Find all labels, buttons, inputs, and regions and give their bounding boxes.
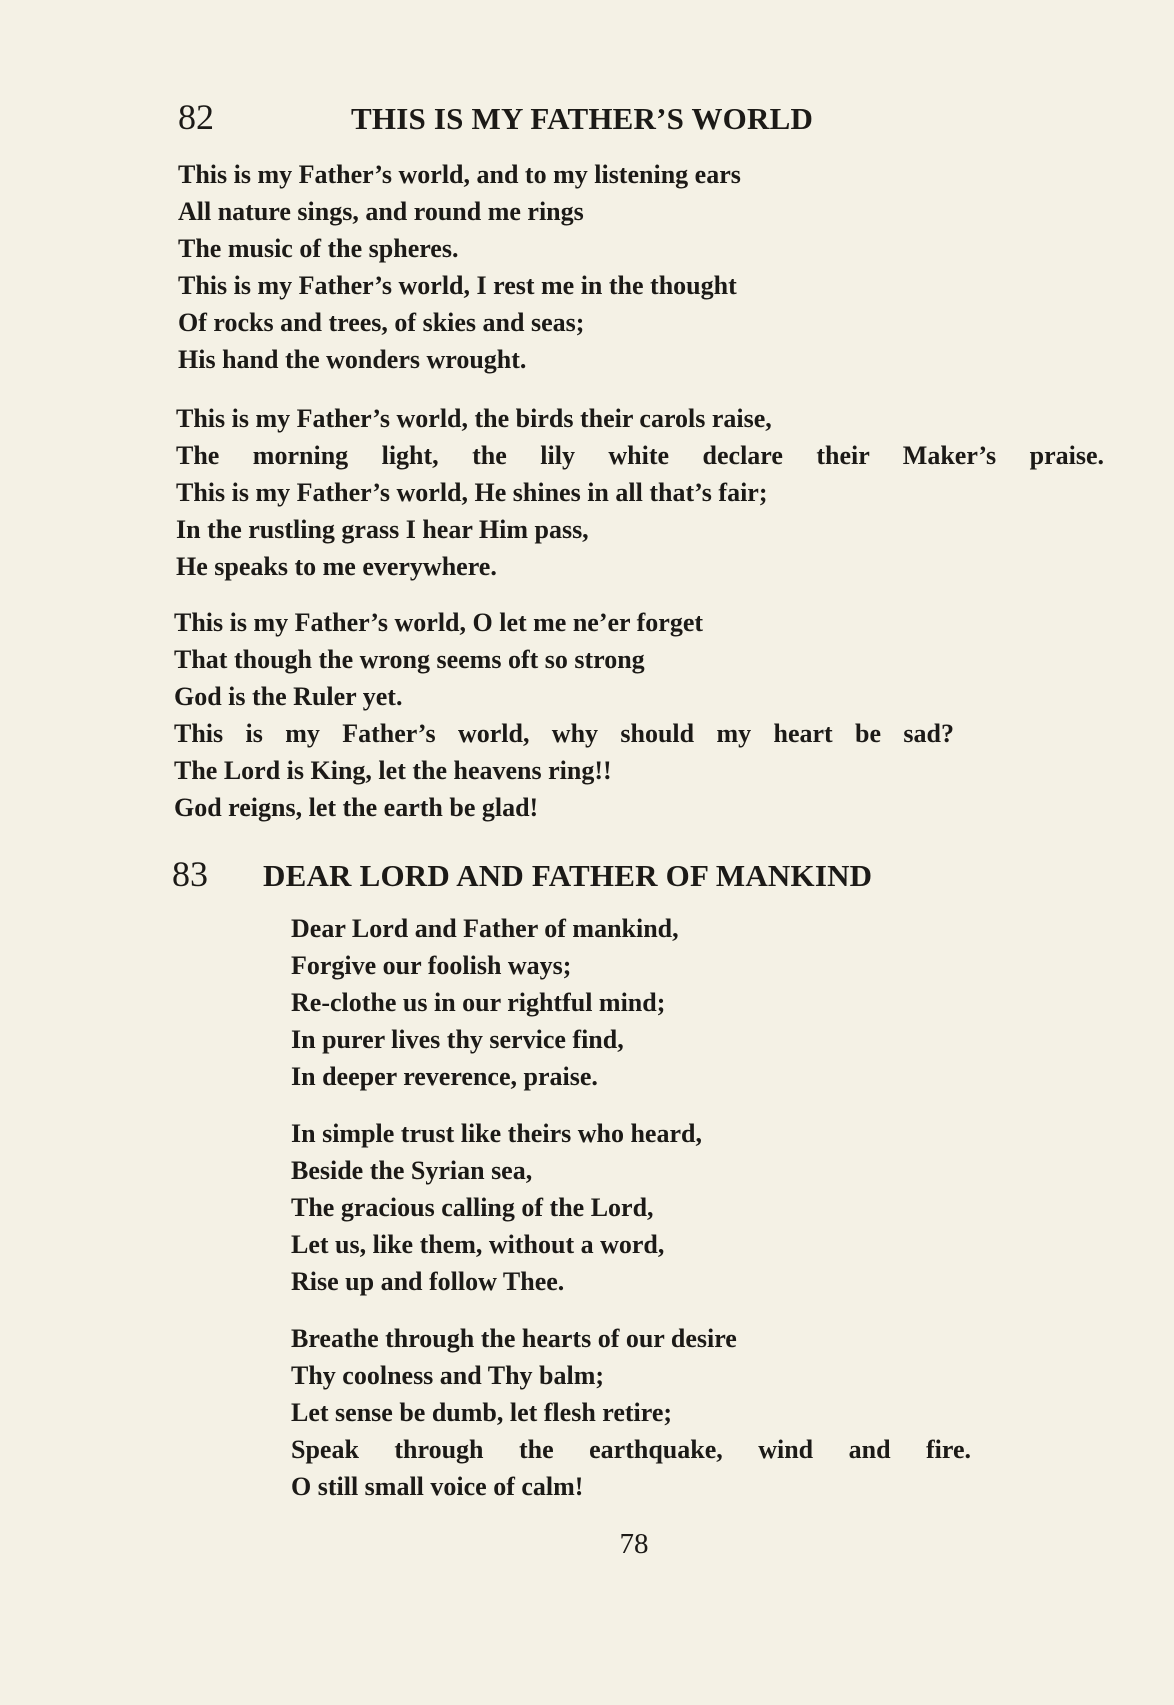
hymn-82-stanza-1	[178, 156, 741, 378]
verse-line: Of rocks and trees, of skies and seas;	[178, 308, 585, 337]
hymn-83-stanza-3	[291, 1320, 971, 1505]
hymn-83-stanza-2	[291, 1115, 702, 1300]
verse-line: Beside the Syrian sea,	[291, 1156, 533, 1185]
hymn-number: 83	[172, 854, 208, 894]
verse-line: Thy coolness and Thy balm;	[291, 1361, 605, 1390]
verse-line: In purer lives thy service find,	[291, 1025, 624, 1054]
hymn-83-stanza-1	[291, 910, 679, 1095]
hymn-title: DEAR LORD AND FATHER OF MANKIND	[263, 858, 873, 893]
verse-line: The Lord is King, let the heavens ring!!	[174, 756, 612, 785]
verse-line: Rise up and follow Thee.	[291, 1267, 565, 1296]
verse-line: Breathe through the hearts of our desire	[291, 1324, 737, 1353]
verse-line: Let us, like them, without a word,	[291, 1230, 665, 1259]
hymn-number: 82	[178, 97, 214, 137]
hymn-82-header	[178, 96, 813, 138]
verse-line: That though the wrong seems oft so strong	[174, 645, 645, 674]
verse-line: The music of the spheres.	[178, 234, 459, 263]
hymn-83-header	[172, 853, 872, 895]
verse-line: This is my Father’s world, and to my listening ears	[178, 160, 741, 189]
verse-line: This is my Father’s world, the birds their carols raise,	[176, 404, 772, 433]
verse-line: This is my Father’s world, why should my heart be sad?	[174, 719, 954, 748]
verse-line: God is the Ruler yet.	[174, 682, 403, 711]
verse-line: He speaks to me everywhere.	[176, 552, 497, 581]
verse-line: All nature sings, and round me rings	[178, 197, 584, 226]
verse-line: In deeper reverence, praise.	[291, 1062, 598, 1091]
verse-line: This is my Father’s world, I rest me in the thought	[178, 271, 737, 300]
verse-line: This is my Father’s world, He shines in all that’s fair;	[176, 478, 768, 507]
page-number: 78	[619, 1528, 649, 1560]
verse-line: The morning light, the lily white declare their Maker’s praise.	[176, 441, 1104, 470]
verse-line: Speak through the earthquake, wind and fire.	[291, 1435, 971, 1464]
hymn-title: THIS IS MY FATHER’S WORLD	[351, 101, 814, 136]
verse-line: The gracious calling of the Lord,	[291, 1193, 654, 1222]
hymn-82-stanza-2	[176, 400, 1104, 585]
verse-line: Let sense be dumb, let flesh retire;	[291, 1398, 673, 1427]
verse-line: In simple trust like theirs who heard,	[291, 1119, 702, 1148]
verse-line: God reigns, let the earth be glad!	[174, 793, 539, 822]
verse-line: This is my Father’s world, O let me ne’er forget	[174, 608, 704, 637]
verse-line: Dear Lord and Father of mankind,	[291, 914, 679, 943]
verse-line: O still small voice of calm!	[291, 1472, 584, 1501]
verse-line: His hand the wonders wrought.	[178, 345, 527, 374]
verse-line: Forgive our foolish ways;	[291, 951, 572, 980]
verse-line: In the rustling grass I hear Him pass,	[176, 515, 589, 544]
verse-line: Re-clothe us in our rightful mind;	[291, 988, 666, 1017]
hymn-82-stanza-3	[174, 604, 954, 826]
